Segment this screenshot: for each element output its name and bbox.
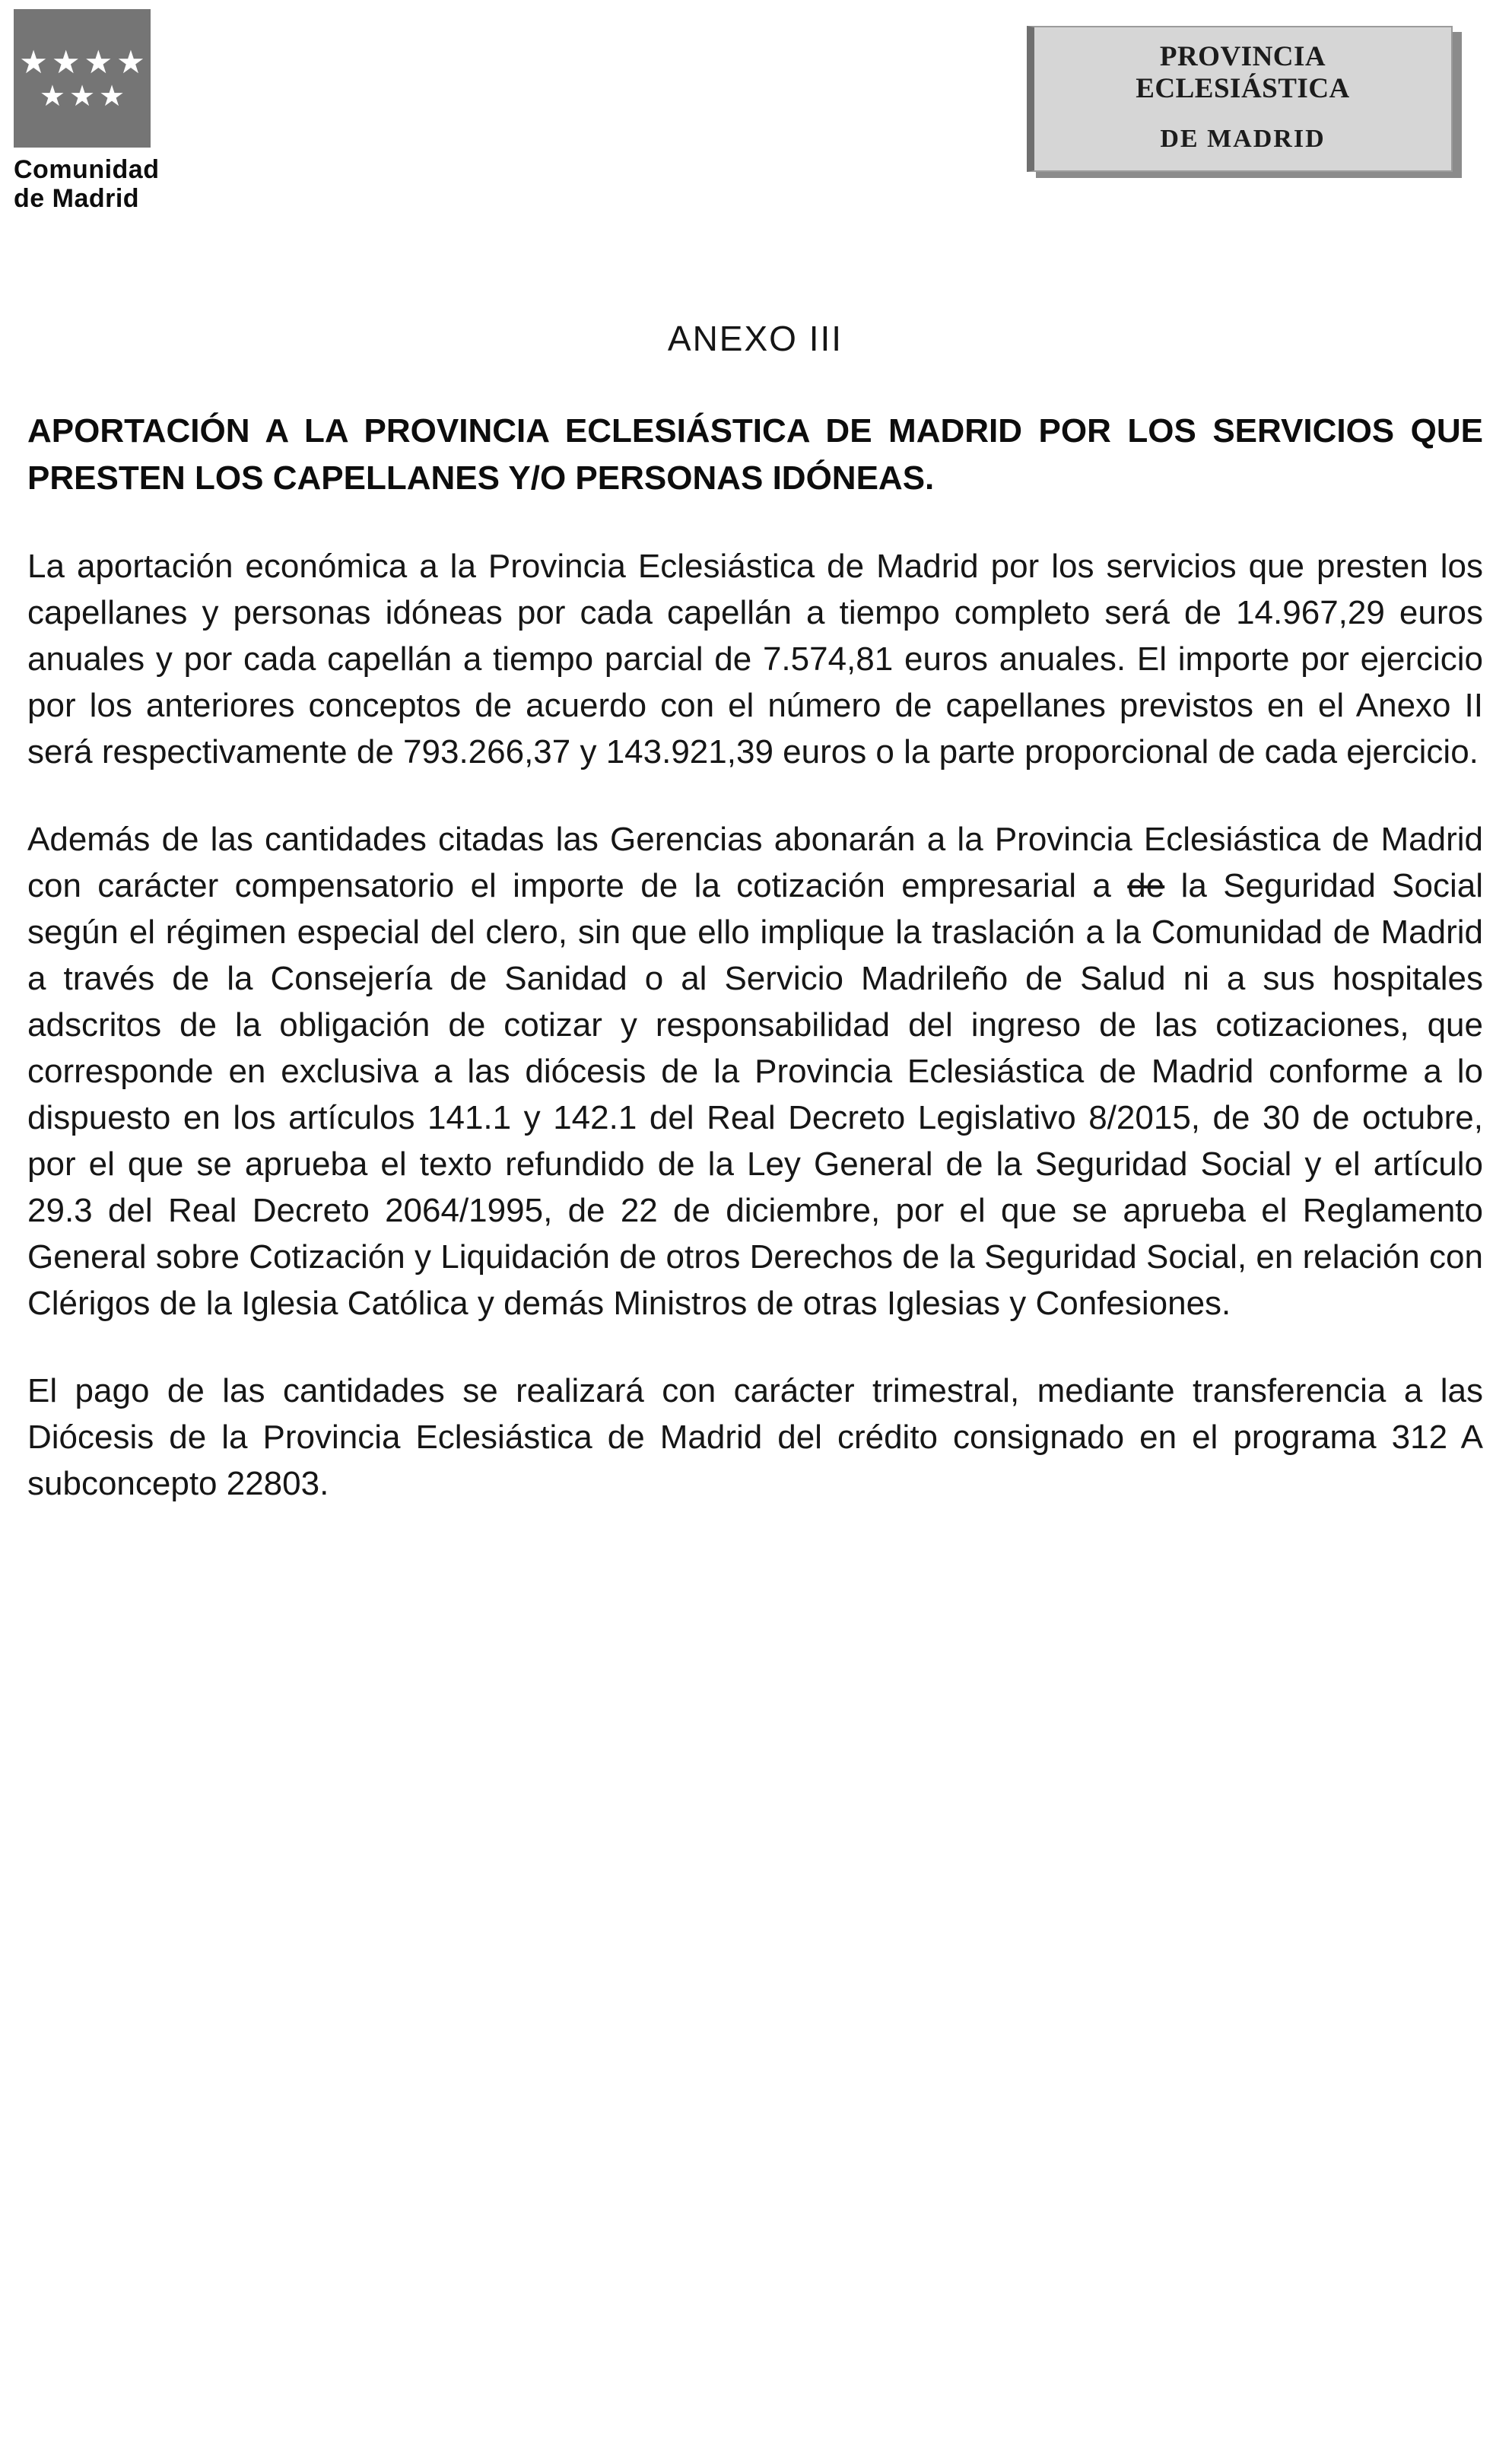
logo-caption: [14, 155, 181, 213]
flag-stars-row-1: ★★★★: [19, 44, 149, 80]
page-header: [0, 0, 1512, 228]
logo-caption-line-2: de Madrid: [14, 184, 140, 213]
comunidad-de-madrid-logo: [14, 9, 181, 213]
paragraph-2: [27, 816, 1483, 1327]
logo-caption-line-1: Comunidad: [14, 155, 160, 184]
paragraph-3: El pago de las cantidades se realizará con carácter trimestral, mediante transferencia a las Diócesis de la Provincia Eclesiástica de Madrid del crédito consignado en el programa 312 A subconcepto 22803.: [27, 1372, 1483, 1502]
stamp-line-1: PROVINCIA ECLESIÁSTICA: [1136, 41, 1350, 104]
madrid-flag-icon: [14, 9, 151, 148]
paragraph-2-text-before: Además de las cantidades citadas las Gerencias abonarán a la Provincia Eclesiástica de Madrid con carácter compensatorio el importe de la cotización empresarial a: [27, 821, 1483, 904]
document-heading: APORTACIÓN A LA PROVINCIA ECLESIÁSTICA DE MADRID POR LOS SERVICIOS QUE PRESTEN LOS CAPELLANES Y/O PERSONAS IDÓNEAS.: [27, 412, 1483, 497]
flag-stars-row-2: ★★★: [39, 81, 129, 113]
struck-word: de: [1127, 867, 1165, 904]
provincia-eclesiastica-stamp: [1027, 26, 1453, 172]
paragraph-2-text-after: la Seguridad Social según el régimen especial del clero, sin que ello implique la traslación a la Comunidad de Madrid a través de la Consejería de Sanidad o al Servicio Madrileño de Salud ni a sus hospitales adscritos de la obligación de cotizar y responsabilidad del ingreso de las cotizaciones, que corresponde en exclusiva a las diócesis de la Provincia Eclesiástica de Madrid conforme a lo dispuesto en los artículos 141.1 y 142.1 del Real Decreto Legislativo 8/2015, de 30 de octubre, por el que se aprueba el texto refundido de la Ley General de la Seguridad Social y el artículo 29.3 del Real Decreto 2064/1995, de 22 de diciembre, por el que se aprueba el Reglamento General sobre Cotización y Liquidación de otros Derechos de la Seguridad Social, en relación con Clérigos de la Iglesia Católica y demás Ministros de otras Iglesias y Confesiones.: [27, 867, 1483, 1322]
document-body: [0, 318, 1512, 1507]
paragraph-1: La aportación económica a la Provincia Eclesiástica de Madrid por los servicios que presten los capellanes y personas idóneas por cada capellán a tiempo completo será de 14.967,29 euros anuales y por cada capellán a tiempo parcial de 7.574,81 euros anuales. El importe por ejercicio por los anteriores conceptos de acuerdo con el número de capellanes previstos en el Anexo II será respectivamente de 793.266,37 y 143.921,39 euros o la parte proporcional de cada ejercicio.: [27, 548, 1483, 770]
annex-title: ANEXO III: [667, 319, 843, 358]
stamp-line-2: DE MADRID: [1160, 125, 1326, 153]
